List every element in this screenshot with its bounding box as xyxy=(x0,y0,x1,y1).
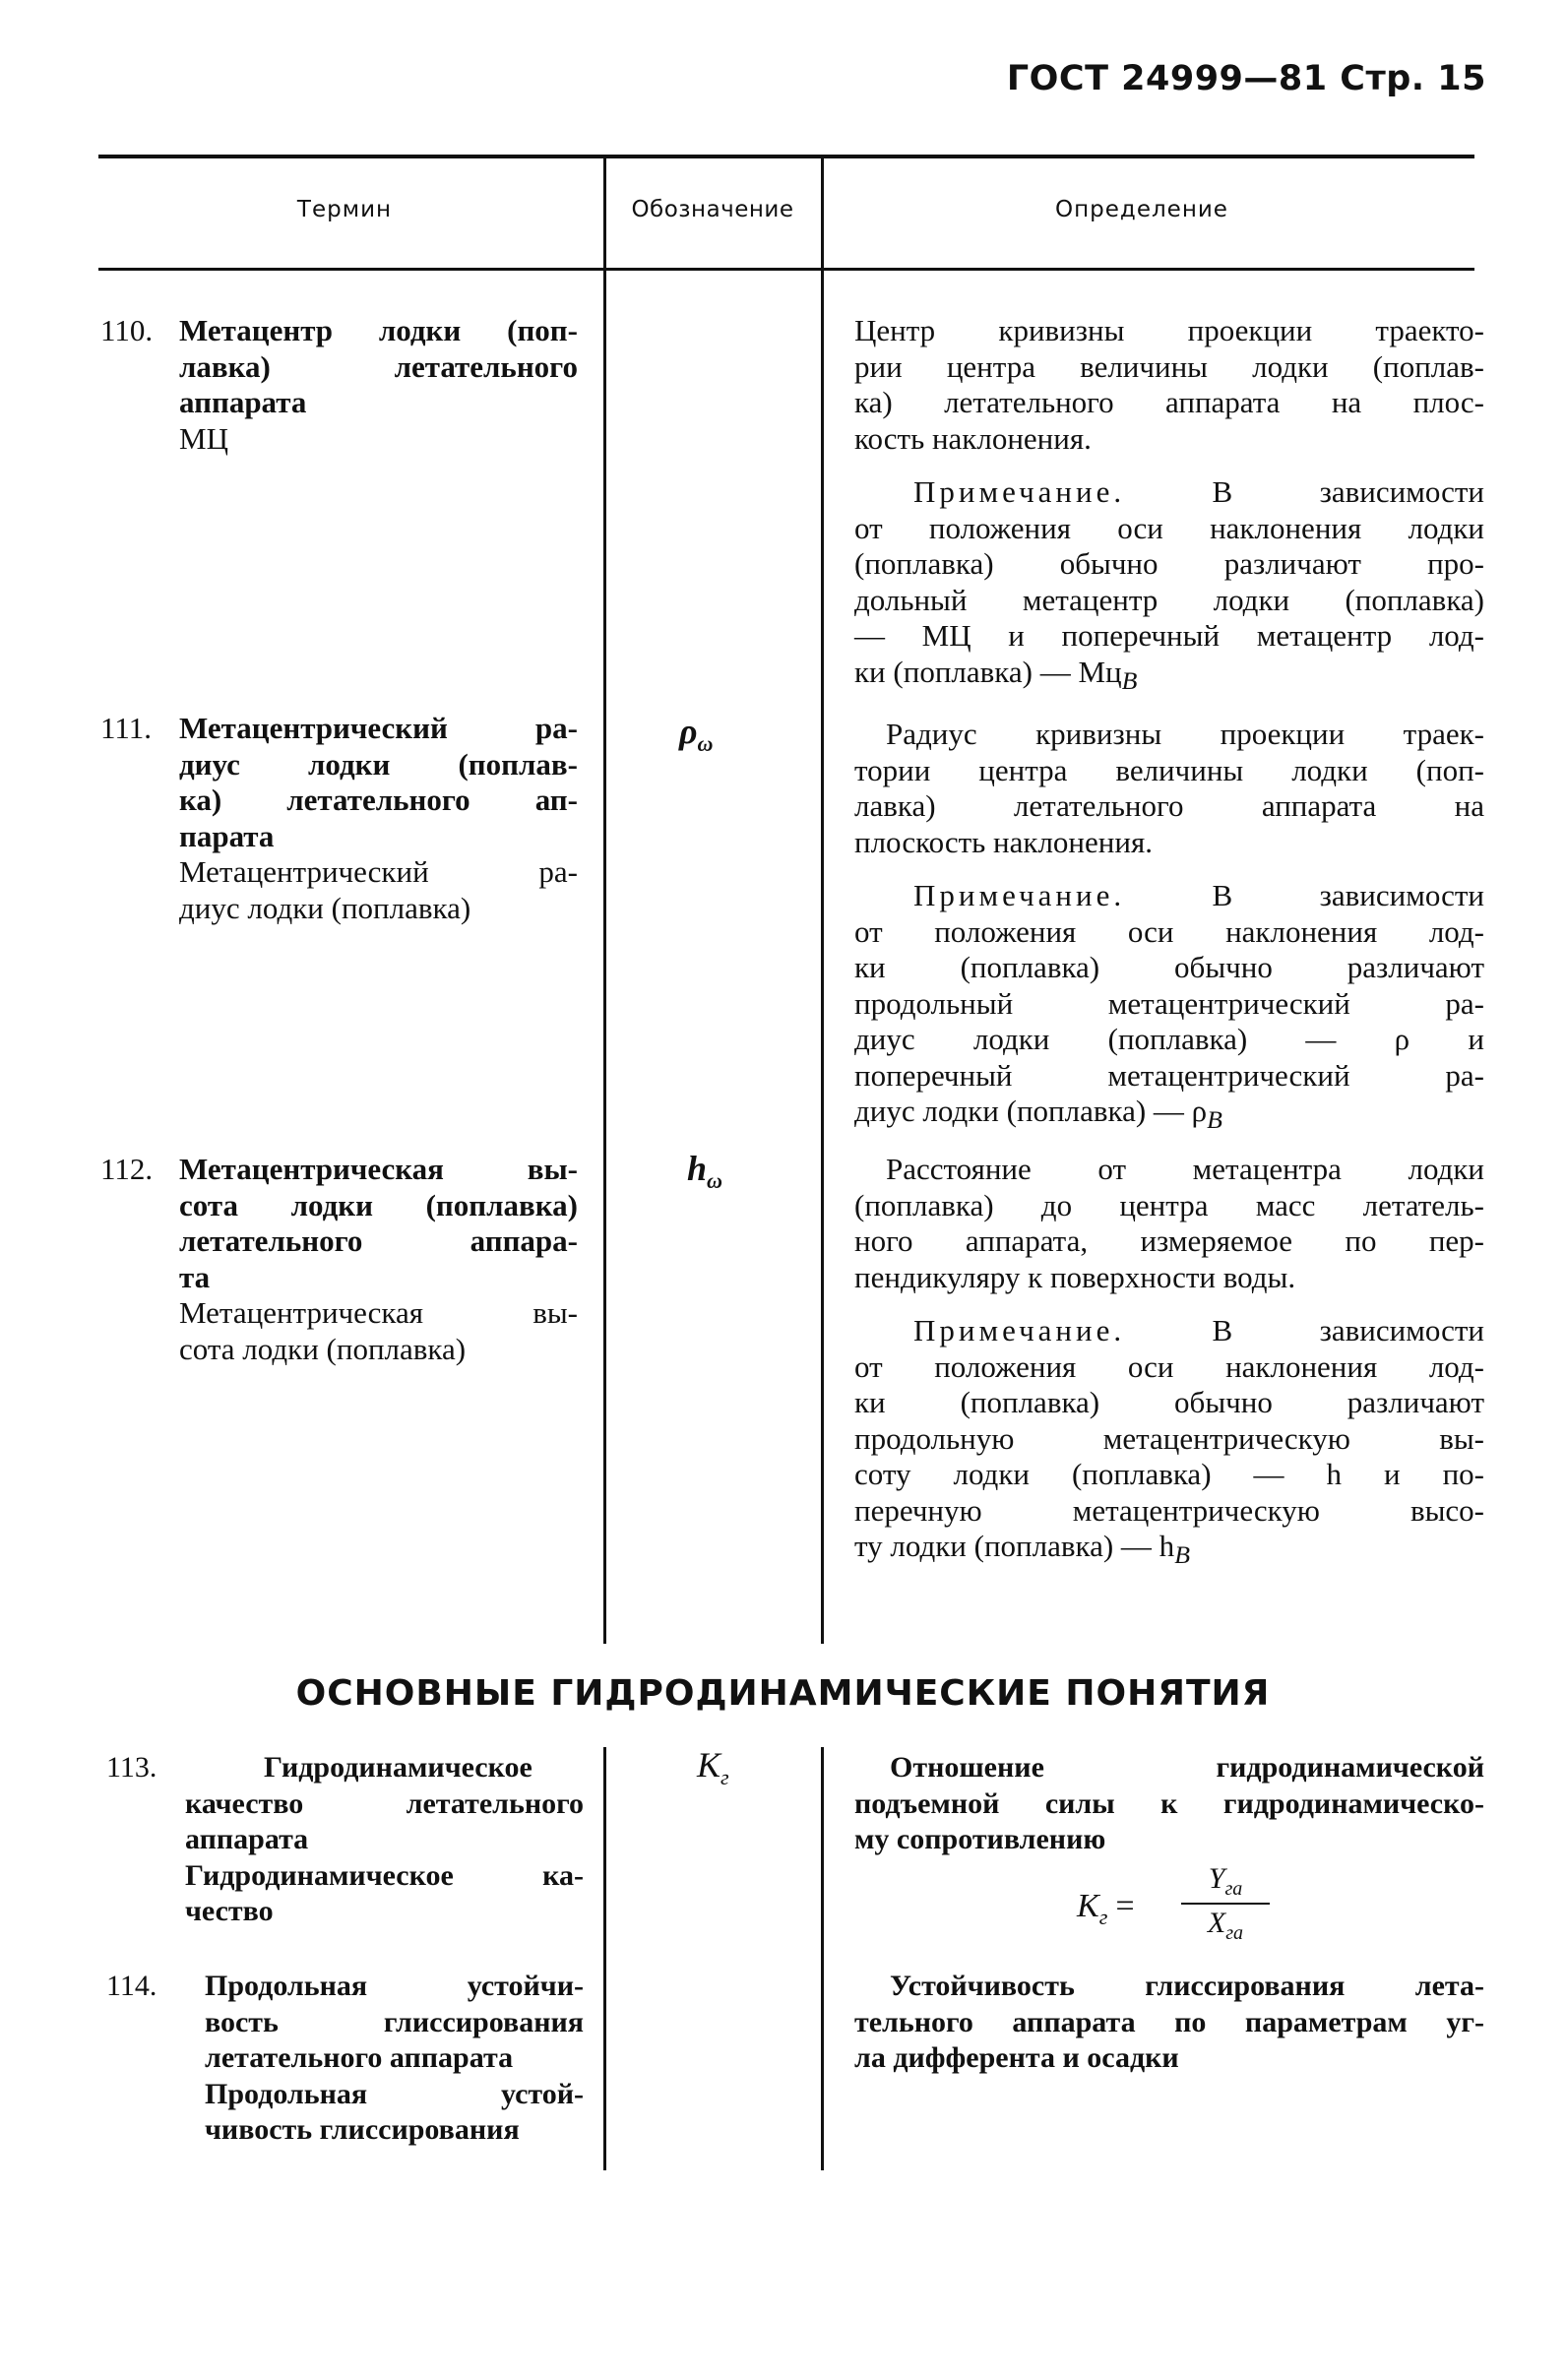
note-line: перечную метацентрическую высо- xyxy=(854,1492,1484,1528)
numerator-base: Y xyxy=(1208,1862,1225,1895)
term-short: сота лодки (поплавка) xyxy=(179,1331,467,1366)
symbol-base: K xyxy=(697,1745,721,1785)
note-line: — МЦ и поперечный метацентр лод- xyxy=(854,618,1484,653)
subscript: B xyxy=(1207,1105,1222,1135)
symbol-112 xyxy=(687,1148,722,1194)
term-short: Метацентрический ра- xyxy=(179,854,578,889)
term-short: чивость глиссирования xyxy=(205,2113,520,2146)
definition-line: лавка) летательного аппарата на xyxy=(854,788,1484,823)
definition-line: плоскость наклонения. xyxy=(854,824,1153,859)
definition-line: ного аппарата, измеряемое по пер- xyxy=(854,1223,1484,1258)
note-line: диус лодки (поплавка) — ρ xyxy=(854,1094,1208,1128)
definition-line: (поплавка) до центра масс летатель- xyxy=(854,1187,1484,1222)
note-label: Примечание. xyxy=(913,1313,1126,1347)
denominator-sub: га xyxy=(1225,1922,1244,1944)
term-110 xyxy=(100,313,578,457)
term-line: лавка) летательного xyxy=(179,348,578,384)
term-short: Продольная устой- xyxy=(205,2077,584,2110)
fraction-numerator xyxy=(1181,1862,1270,1901)
note-line: от положения оси наклонения лод- xyxy=(854,913,1484,949)
note-line: от положения оси наклонения лод- xyxy=(854,1348,1484,1384)
column-header-symbol: Обозначение xyxy=(631,197,794,222)
note-line: В зависимости xyxy=(1125,878,1484,912)
note-line: В зависимости xyxy=(1125,474,1484,509)
table-head-rule xyxy=(98,268,1474,271)
definition-113 xyxy=(854,1750,1484,1858)
definition-line: ла дифферента и осадки xyxy=(854,2041,1179,2074)
note-line: (поплавка) обычно различают про- xyxy=(854,546,1484,581)
term-short: Гидродинамическое ка- xyxy=(185,1858,584,1892)
note-line: В зависимости xyxy=(1125,1313,1484,1347)
note-line: продольный метацентрический ра- xyxy=(854,985,1484,1021)
symbol-subscript: г xyxy=(720,1765,729,1790)
term-line: Метацентрическая вы- xyxy=(179,1152,578,1186)
fraction-bar xyxy=(1181,1903,1270,1905)
formula-lhs-sub: г xyxy=(1098,1904,1108,1929)
definition-110 xyxy=(854,313,1484,699)
fraction-denominator xyxy=(1181,1907,1270,1945)
definition-line: Отношение гидродинамической xyxy=(890,1751,1484,1784)
symbol-subscript: ω xyxy=(707,1168,722,1194)
note-line: ки (поплавка) обычно различают xyxy=(854,950,1484,984)
formula-lhs: K xyxy=(1077,1888,1099,1924)
definition-line: тории центра величины лодки (поп- xyxy=(854,752,1484,787)
page-header: ГОСТ 24999—81 Стр. 15 xyxy=(1006,59,1486,98)
note-line: ту лодки (поплавка) — h xyxy=(854,1529,1175,1563)
term-line: летательного аппара- xyxy=(179,1223,578,1258)
note-line: поперечный метацентрический ра- xyxy=(854,1057,1484,1093)
definition-111 xyxy=(854,717,1484,1139)
definition-114 xyxy=(854,1969,1484,2077)
note-line: продольную метацентрическую вы- xyxy=(854,1420,1484,1456)
term-number: 113. xyxy=(106,1751,157,1784)
term-line: аппарата xyxy=(185,1823,309,1855)
term-line: Гидродинамическое xyxy=(264,1751,532,1784)
definition-line: ка) летательного аппарата на плос- xyxy=(854,385,1484,419)
term-short: чество xyxy=(185,1895,274,1927)
symbol-subscript: ω xyxy=(697,731,714,757)
symbol-111 xyxy=(679,711,713,757)
section-title: ОСНОВНЫЕ ГИДРОДИНАМИЧЕСКИЕ ПОНЯТИЯ xyxy=(295,1673,1271,1714)
symbol-113 xyxy=(697,1744,729,1790)
definition-line: рии центра величины лодки (поплав- xyxy=(854,348,1484,384)
definition-112 xyxy=(854,1152,1484,1574)
formula-113 xyxy=(1077,1888,1136,1930)
definition-line: Радиус кривизны проекции траек- xyxy=(886,717,1484,751)
term-line: диус лодки (поплав- xyxy=(179,746,578,782)
table-top-rule xyxy=(98,155,1474,158)
term-line: летательного аппарата xyxy=(205,2041,514,2074)
term-113 xyxy=(106,1750,584,1930)
definition-line: пендикуляру к поверхности воды. xyxy=(854,1259,1296,1294)
column-divider-4 xyxy=(821,1747,824,2170)
term-line: та xyxy=(179,1259,211,1294)
term-line: ка) летательного ап- xyxy=(179,783,578,817)
term-line: Метацентрический ра- xyxy=(179,711,578,745)
term-short: Метацентрическая вы- xyxy=(179,1295,578,1330)
note-label: Примечание. xyxy=(913,474,1126,509)
term-line: Метацентр лодки (поп- xyxy=(179,313,578,347)
term-short: диус лодки (поплавка) xyxy=(179,890,471,925)
term-line: Продольная устойчи- xyxy=(205,1970,584,2002)
column-divider-2 xyxy=(821,157,824,1644)
note-line: ки (поплавка) — Мц xyxy=(854,654,1122,689)
note-line: соту лодки (поплавка) — h и по- xyxy=(854,1457,1484,1491)
note-line: ки (поплавка) обычно различают xyxy=(854,1385,1484,1419)
term-number: 114. xyxy=(106,1970,157,2002)
denominator-base: X xyxy=(1207,1907,1226,1939)
term-line: парата xyxy=(179,818,275,853)
term-short: МЦ xyxy=(179,420,228,456)
term-114 xyxy=(106,1969,584,2149)
term-line: сота лодки (поплавка) xyxy=(179,1187,578,1222)
column-header-definition: Определение xyxy=(1055,197,1228,222)
term-number: 110. xyxy=(100,313,154,347)
note-line: диус лодки (поплавка) — ρ и xyxy=(854,1022,1484,1056)
column-divider-1 xyxy=(603,157,606,1644)
subscript: B xyxy=(1174,1540,1190,1570)
definition-line: тельного аппарата по параметрам уг- xyxy=(854,2005,1484,2038)
subscript: B xyxy=(1121,665,1138,695)
term-112 xyxy=(100,1152,578,1367)
note-label: Примечание. xyxy=(913,878,1126,912)
term-line: аппарата xyxy=(179,385,307,419)
note-line: дольный метацентр лодки (поплавка) xyxy=(854,582,1484,617)
definition-line: Устойчивость глиссирования лета- xyxy=(890,1970,1484,2002)
equals-sign: = xyxy=(1113,1888,1137,1924)
definition-line: подъемной силы к гидродинамическо- xyxy=(854,1786,1484,1820)
column-divider-3 xyxy=(603,1747,606,2170)
note-111 xyxy=(854,872,1484,1139)
term-line: качество летательного xyxy=(185,1786,584,1820)
note-112 xyxy=(854,1307,1484,1574)
term-number: 112. xyxy=(100,1152,154,1186)
note-line: от положения оси наклонения лодки xyxy=(854,510,1484,545)
definition-line: Центр кривизны проекции траекто- xyxy=(854,313,1484,347)
symbol-base: h xyxy=(687,1149,708,1188)
symbol-base: ρ xyxy=(679,712,698,751)
definition-line: му сопротивлению xyxy=(854,1823,1106,1855)
numerator-sub: га xyxy=(1224,1878,1243,1900)
fraction-113 xyxy=(1181,1862,1270,1945)
term-number: 111. xyxy=(100,711,152,745)
note-110 xyxy=(854,469,1484,699)
definition-line: кость наклонения. xyxy=(854,420,1092,456)
term-line: вость глиссирования xyxy=(205,2005,584,2038)
column-header-term: Термин xyxy=(296,197,393,222)
definition-line: Расстояние от метацентра лодки xyxy=(886,1152,1484,1186)
term-111 xyxy=(100,711,578,926)
